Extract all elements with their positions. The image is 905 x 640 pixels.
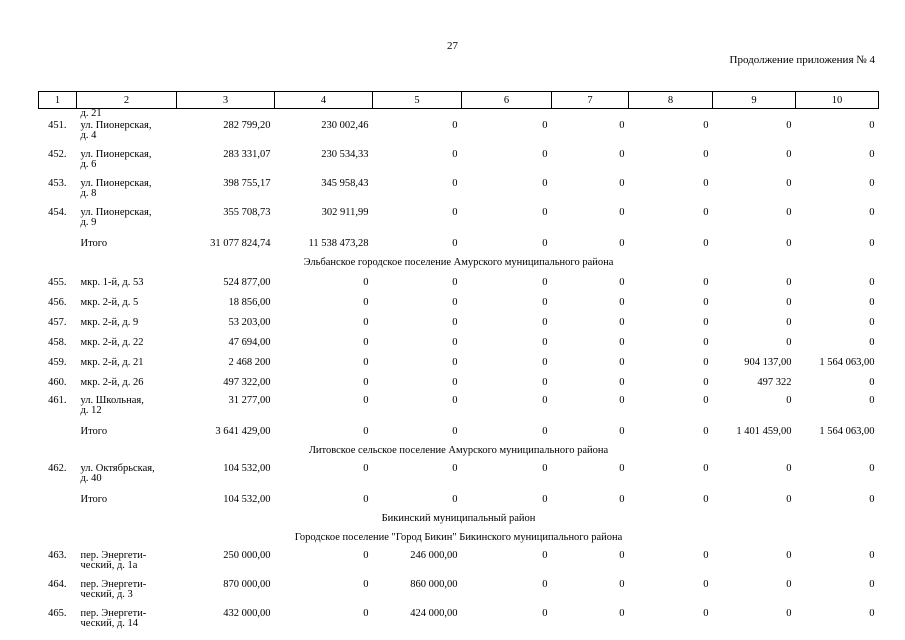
address-cell: ул. Пионерская, д. 6 [80, 149, 152, 170]
value-cell: 31 277,00 [228, 395, 271, 406]
value-cell: 0 [869, 317, 875, 328]
value-cell: 0 [703, 317, 709, 328]
value-cell: 104 532,00 [223, 463, 271, 474]
value-cell: 0 [363, 277, 369, 288]
value-cell: 0 [619, 297, 625, 308]
row-number-cell: 462. [48, 463, 67, 474]
value-cell: 0 [452, 426, 458, 437]
value-cell: 0 [452, 494, 458, 505]
table-row [39, 550, 879, 579]
value-cell: 0 [542, 395, 548, 406]
column-header-10: 10 [796, 92, 879, 109]
value-cell: 0 [619, 357, 625, 368]
address-cell: пер. Энергети- ческий, д. 3 [80, 579, 147, 600]
section-title: Литовское сельское поселение Амурского муниципального района [308, 445, 609, 456]
address-cell: мкр. 2-й, д. 21 [80, 357, 144, 368]
column-header-6: 6 [462, 92, 552, 109]
value-cell: 0 [619, 377, 625, 388]
row-number-cell: 458. [48, 337, 67, 348]
address-cell: мкр. 1-й, д. 53 [80, 277, 144, 288]
table-row [39, 608, 879, 637]
value-cell: 0 [703, 207, 709, 218]
table-row [39, 295, 879, 315]
value-cell: 0 [703, 395, 709, 406]
value-cell [462, 109, 552, 121]
column-header-9: 9 [713, 92, 796, 109]
value-cell [275, 109, 373, 121]
value-cell: 0 [869, 494, 875, 505]
table-row [39, 178, 879, 207]
section-header-row [39, 256, 879, 275]
value-cell: 0 [703, 337, 709, 348]
table-row [39, 355, 879, 375]
table-row-continued [39, 109, 879, 121]
value-cell: 0 [542, 317, 548, 328]
value-cell: 0 [452, 317, 458, 328]
row-number-cell: 465. [48, 608, 67, 619]
address-cell: мкр. 2-й, д. 5 [80, 297, 139, 308]
section-title: Бикинский муниципальный район [381, 513, 536, 524]
row-number-cell [39, 109, 77, 121]
row-number-cell: 453. [48, 178, 67, 189]
value-cell: 0 [452, 297, 458, 308]
value-cell: 0 [542, 579, 548, 590]
value-cell: 0 [452, 337, 458, 348]
value-cell: 0 [619, 238, 625, 249]
row-number-cell: 463. [48, 550, 67, 561]
value-cell: 0 [363, 426, 369, 437]
value-cell: 0 [703, 550, 709, 561]
table-row [39, 463, 879, 492]
row-number-cell [39, 236, 77, 256]
row-number-cell: 452. [48, 149, 67, 160]
table-body [39, 109, 879, 638]
value-cell: 0 [363, 608, 369, 619]
row-number-cell: 454. [48, 207, 67, 218]
value-cell: 0 [619, 207, 625, 218]
value-cell: 0 [542, 608, 548, 619]
value-cell: 0 [703, 178, 709, 189]
value-cell: 0 [363, 463, 369, 474]
column-header-1: 1 [39, 92, 77, 109]
value-cell: 0 [703, 377, 709, 388]
value-cell: 0 [363, 297, 369, 308]
row-number-cell: 460. [48, 377, 67, 388]
value-cell: 0 [619, 120, 625, 131]
value-cell: 398 755,17 [223, 178, 271, 189]
value-cell: 0 [869, 608, 875, 619]
value-cell: 0 [786, 579, 792, 590]
value-cell: 524 877,00 [223, 277, 271, 288]
value-cell: 0 [869, 579, 875, 590]
value-cell: 0 [542, 426, 548, 437]
value-cell: 0 [619, 317, 625, 328]
address-cell: мкр. 2-й, д. 22 [80, 337, 144, 348]
value-cell: 2 468 200 [228, 357, 271, 368]
address-cell: пер. Энергети- ческий, д. 14 [80, 608, 147, 629]
value-cell: 0 [452, 357, 458, 368]
address-cell: ул. Школьная, д. 12 [80, 395, 144, 416]
value-cell: 0 [786, 550, 792, 561]
value-cell: 0 [786, 463, 792, 474]
address-cell: пер. Энергети- ческий, д. 1а [80, 550, 147, 571]
value-cell: 424 000,00 [410, 608, 458, 619]
value-cell [552, 109, 629, 121]
row-number-cell: 456. [48, 297, 67, 308]
column-header-5: 5 [373, 92, 462, 109]
section-header-row [39, 531, 879, 550]
column-header-3: 3 [177, 92, 275, 109]
value-cell: 0 [542, 238, 548, 249]
value-cell: 0 [542, 120, 548, 131]
value-cell: 0 [619, 579, 625, 590]
value-cell: 246 000,00 [410, 550, 458, 561]
value-cell: 0 [703, 608, 709, 619]
value-cell: 0 [869, 337, 875, 348]
value-cell [713, 109, 796, 121]
value-cell: 0 [619, 149, 625, 160]
value-cell: 0 [452, 120, 458, 131]
value-cell: 0 [363, 377, 369, 388]
value-cell: 0 [869, 463, 875, 474]
value-cell: 0 [363, 579, 369, 590]
continuation-note: Продолжение приложения № 4 [729, 54, 875, 66]
total-row [39, 424, 879, 444]
value-cell: 31 077 824,74 [210, 238, 271, 249]
table-row [39, 395, 879, 424]
value-cell: 0 [786, 149, 792, 160]
value-cell: 0 [619, 395, 625, 406]
address-cell: мкр. 2-й, д. 9 [80, 317, 139, 328]
section-title: Городское поселение "Город Бикин" Бикинского муниципального района [294, 532, 623, 543]
value-cell: 1 564 063,00 [819, 357, 875, 368]
value-cell: 0 [703, 357, 709, 368]
value-cell: 0 [786, 207, 792, 218]
value-cell: 18 856,00 [228, 297, 271, 308]
value-cell: 250 000,00 [223, 550, 271, 561]
value-cell: 860 000,00 [410, 579, 458, 590]
value-cell: 282 799,20 [223, 120, 271, 131]
table-row [39, 120, 879, 149]
value-cell: 355 708,73 [223, 207, 271, 218]
value-cell: 47 694,00 [228, 337, 271, 348]
value-cell: 0 [542, 377, 548, 388]
value-cell: 0 [452, 277, 458, 288]
table-row [39, 579, 879, 608]
value-cell: 497 322,00 [223, 377, 271, 388]
value-cell: 0 [786, 337, 792, 348]
value-cell: 0 [869, 120, 875, 131]
table-row [39, 207, 879, 236]
value-cell: 0 [363, 337, 369, 348]
address-cell: Итого [80, 238, 108, 249]
value-cell [177, 109, 275, 121]
value-cell: 0 [703, 579, 709, 590]
value-cell: 0 [786, 297, 792, 308]
address-cell: Итого [80, 426, 108, 437]
row-number-cell: 457. [48, 317, 67, 328]
address-cell: Итого [80, 494, 108, 505]
value-cell: 0 [619, 277, 625, 288]
value-cell: 0 [452, 238, 458, 249]
table-row [39, 375, 879, 395]
value-cell: 0 [869, 207, 875, 218]
value-cell: 0 [703, 277, 709, 288]
value-cell: 0 [703, 120, 709, 131]
page-number: 27 [447, 40, 458, 52]
value-cell: 904 137,00 [744, 357, 792, 368]
section-header-row [39, 512, 879, 531]
value-cell [629, 109, 713, 121]
value-cell: 0 [542, 149, 548, 160]
value-cell: 0 [363, 395, 369, 406]
value-cell: 497 322 [757, 377, 792, 388]
appendix-table-container [38, 91, 878, 637]
value-cell: 0 [869, 550, 875, 561]
value-cell: 0 [786, 395, 792, 406]
value-cell: 0 [786, 317, 792, 328]
header-row [39, 92, 879, 109]
value-cell: 0 [786, 608, 792, 619]
value-cell: 0 [542, 337, 548, 348]
value-cell: 0 [703, 238, 709, 249]
value-cell: 0 [869, 377, 875, 388]
value-cell: 11 538 473,28 [308, 238, 369, 249]
value-cell: 0 [619, 608, 625, 619]
value-cell: 0 [869, 178, 875, 189]
column-header-2: 2 [77, 92, 177, 109]
value-cell: 0 [542, 494, 548, 505]
total-row [39, 236, 879, 256]
table-row [39, 275, 879, 295]
value-cell: 0 [542, 357, 548, 368]
section-title: Эльбанское городское поселение Амурского муниципального района [303, 257, 614, 268]
value-cell [796, 109, 879, 121]
table-row [39, 335, 879, 355]
row-number-cell: 455. [48, 277, 67, 288]
value-cell: 870 000,00 [223, 579, 271, 590]
value-cell: 0 [619, 550, 625, 561]
value-cell: 0 [619, 494, 625, 505]
value-cell: 0 [363, 550, 369, 561]
value-cell: 0 [619, 178, 625, 189]
address-cell: ул. Октябрьская, д. 40 [80, 463, 155, 484]
value-cell: 0 [452, 178, 458, 189]
value-cell: 3 641 429,00 [215, 426, 271, 437]
value-cell: 0 [619, 463, 625, 474]
value-cell [373, 109, 462, 121]
value-cell: 0 [786, 178, 792, 189]
value-cell: 0 [452, 463, 458, 474]
value-cell: 1 564 063,00 [819, 426, 875, 437]
value-cell: 0 [869, 395, 875, 406]
value-cell: 432 000,00 [223, 608, 271, 619]
address-cell: д. 21 [80, 108, 102, 119]
value-cell: 0 [869, 238, 875, 249]
value-cell: 230 534,33 [321, 149, 369, 160]
table-row [39, 149, 879, 178]
section-header-row [39, 444, 879, 463]
value-cell: 0 [869, 277, 875, 288]
row-number-cell: 451. [48, 120, 67, 131]
value-cell: 0 [619, 337, 625, 348]
value-cell: 0 [542, 297, 548, 308]
value-cell: 104 532,00 [223, 494, 271, 505]
value-cell: 0 [363, 317, 369, 328]
value-cell: 283 331,07 [223, 149, 271, 160]
address-cell: ул. Пионерская, д. 9 [80, 207, 152, 228]
value-cell: 0 [452, 207, 458, 218]
row-number-cell [39, 424, 77, 444]
value-cell: 1 401 459,00 [736, 426, 792, 437]
row-number-cell: 459. [48, 357, 67, 368]
value-cell: 0 [703, 494, 709, 505]
value-cell: 0 [869, 297, 875, 308]
value-cell: 0 [452, 395, 458, 406]
value-cell: 0 [703, 149, 709, 160]
value-cell: 0 [542, 178, 548, 189]
row-number-cell [39, 492, 77, 512]
value-cell: 0 [363, 357, 369, 368]
value-cell: 0 [786, 120, 792, 131]
row-number-cell: 464. [48, 579, 67, 590]
value-cell: 302 911,99 [321, 207, 369, 218]
value-cell: 0 [542, 463, 548, 474]
table-row [39, 315, 879, 335]
value-cell: 0 [703, 463, 709, 474]
value-cell: 0 [786, 277, 792, 288]
row-number-cell: 461. [48, 395, 67, 406]
value-cell: 0 [452, 149, 458, 160]
column-header-7: 7 [552, 92, 629, 109]
total-row [39, 492, 879, 512]
value-cell: 0 [869, 149, 875, 160]
value-cell: 230 002,46 [321, 120, 369, 131]
value-cell: 0 [452, 377, 458, 388]
address-cell: ул. Пионерская, д. 4 [80, 120, 152, 141]
value-cell: 0 [542, 277, 548, 288]
value-cell: 53 203,00 [228, 317, 271, 328]
value-cell: 0 [703, 426, 709, 437]
value-cell: 0 [786, 494, 792, 505]
address-cell: мкр. 2-й, д. 26 [80, 377, 144, 388]
value-cell: 0 [619, 426, 625, 437]
appendix-table [38, 91, 879, 637]
value-cell: 0 [363, 494, 369, 505]
value-cell: 0 [542, 207, 548, 218]
address-cell: ул. Пионерская, д. 8 [80, 178, 152, 199]
value-cell: 345 958,43 [321, 178, 369, 189]
value-cell: 0 [703, 297, 709, 308]
column-header-4: 4 [275, 92, 373, 109]
value-cell: 0 [786, 238, 792, 249]
value-cell: 0 [542, 550, 548, 561]
column-header-8: 8 [629, 92, 713, 109]
